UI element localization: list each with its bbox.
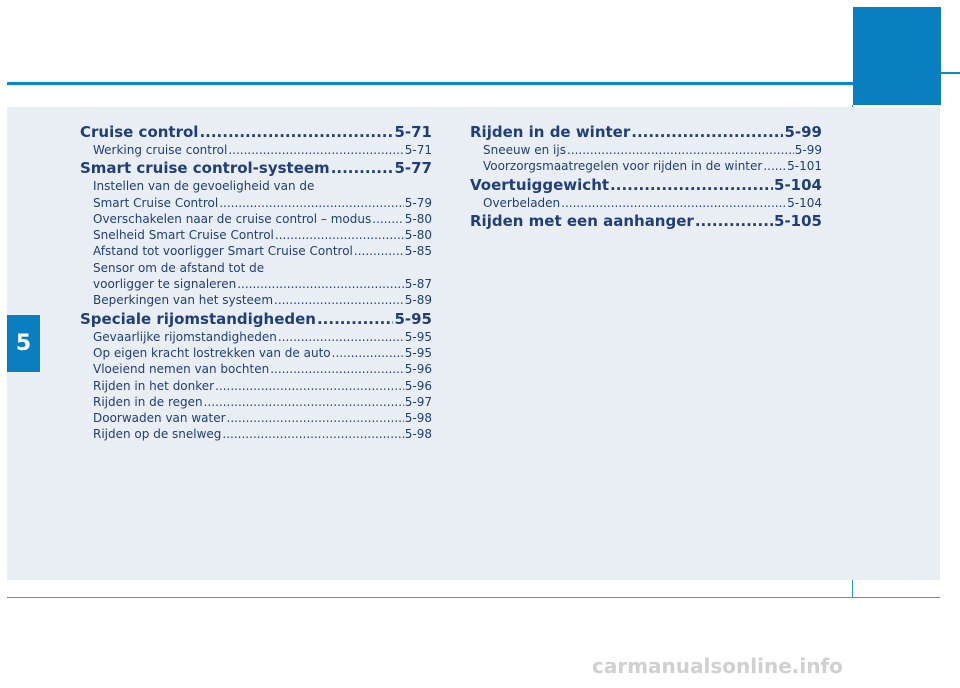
toc-page-number: 5-104: [787, 195, 822, 210]
toc-entry-title: Sneeuw en ijs: [483, 143, 566, 157]
dot-leader: [561, 195, 786, 211]
toc-page-number: 5-105: [774, 211, 822, 230]
dot-leader: [270, 361, 404, 377]
toc-entry-title: Overbeladen: [483, 195, 561, 210]
toc-section-heading[interactable]: [80, 123, 432, 142]
toc-page-number: 5-80: [404, 228, 432, 243]
top-rule: [7, 82, 853, 85]
dot-leader: [372, 211, 404, 227]
toc-entry-title: Instellen van de gevoeligheid van de: [93, 179, 315, 194]
bottom-rule: [7, 597, 940, 598]
dot-leader: [274, 292, 404, 308]
toc-entry-title: Smart cruise control-systeem: [80, 159, 330, 178]
top-rule-right: [940, 72, 960, 74]
corner-tab: [853, 7, 941, 105]
toc-page-number: 5-95: [394, 309, 432, 328]
dot-leader: [222, 426, 403, 442]
toc-page-number: 5-71: [404, 143, 432, 157]
dot-leader: [317, 310, 393, 329]
chapter-number: 5: [15, 331, 32, 356]
toc-entry[interactable]: [80, 378, 432, 394]
toc-section-heading[interactable]: [80, 159, 432, 178]
toc-entry-title: Snelheid Smart Cruise Control: [93, 228, 274, 243]
toc-section-heading[interactable]: [470, 176, 822, 195]
dot-leader: [354, 243, 404, 259]
toc-entry[interactable]: [470, 158, 822, 174]
toc-entry-title: Vloeiend nemen van bochten: [93, 362, 270, 377]
toc-entry-title: Afstand tot voorligger Smart Cruise Control: [93, 244, 353, 259]
toc-entry-title: Smart Cruise Control: [93, 195, 219, 210]
toc-left-column: [80, 122, 432, 443]
dot-leader: [228, 142, 403, 158]
toc-page-number: 5-99: [794, 143, 822, 157]
toc-entry-title: Op eigen kracht lostrekken van de auto: [93, 345, 331, 360]
dot-leader: [631, 123, 783, 142]
toc-entry-title: Doorwaden van water: [93, 411, 226, 426]
toc-entry[interactable]: [80, 410, 432, 426]
toc-entry[interactable]: [80, 227, 432, 243]
toc-entry-title: Rijden op de snelweg: [93, 427, 222, 442]
toc-page-number: 5-87: [404, 277, 432, 292]
toc-page-number: 5-96: [404, 378, 432, 393]
toc-entry[interactable]: [80, 426, 432, 442]
toc-entry-title: Werking cruise control: [93, 143, 228, 157]
chapter-tab: [7, 315, 40, 372]
toc-right-column: [470, 122, 822, 231]
toc-entry[interactable]: [80, 292, 432, 308]
toc-page-number: 5-95: [404, 329, 432, 344]
toc-entry[interactable]: [80, 329, 432, 345]
dot-leader: [610, 176, 773, 195]
toc-entry-title: Rijden met een aanhanger: [470, 211, 694, 230]
toc-entry-title: Rijden in de regen: [93, 394, 203, 409]
dot-leader: [227, 410, 404, 426]
toc-entry[interactable]: [80, 243, 432, 259]
toc-page-number: 5-98: [404, 411, 432, 426]
toc-section-heading[interactable]: [470, 123, 822, 142]
toc-page-number: 5-85: [404, 244, 432, 259]
dot-leader: [199, 123, 393, 142]
toc-entry-title: Voertuiggewicht: [470, 175, 610, 194]
toc-page-number: 5-77: [394, 159, 432, 178]
toc-entry[interactable]: [470, 142, 822, 158]
toc-entry-title: Gevaarlijke rijomstandigheden: [93, 329, 277, 344]
toc-entry-title: Overschakelen naar de cruise control – modus: [93, 211, 372, 226]
toc-page-number: 5-98: [404, 427, 432, 442]
dot-leader: [219, 195, 404, 211]
dot-leader: [567, 142, 794, 158]
toc-entry[interactable]: [470, 195, 822, 211]
toc-page-number: 5-71: [394, 123, 432, 141]
toc-page-number: 5-97: [404, 394, 432, 409]
toc-entry-title: Voorzorgsmaatregelen voor rijden in de winter: [483, 159, 763, 174]
toc-entry: [80, 178, 432, 194]
toc-entry[interactable]: [80, 361, 432, 377]
toc-entry[interactable]: [80, 142, 432, 158]
watermark: carmanualsonline.info: [592, 654, 843, 678]
dot-leader: [331, 159, 394, 178]
toc-entry-title: Rijden in de winter: [470, 123, 631, 141]
toc-section-heading[interactable]: [80, 310, 432, 329]
toc-entry[interactable]: [80, 211, 432, 227]
dot-leader: [215, 378, 404, 394]
toc-page-number: 5-104: [774, 175, 822, 194]
toc-entry-title: voorligger te signaleren: [93, 277, 237, 292]
toc-page-number: 5-79: [404, 195, 432, 210]
toc-entry-title: Cruise control: [80, 123, 199, 141]
toc-entry-title: Rijden in het donker: [93, 378, 215, 393]
toc-entry-title: Beperkingen van het systeem: [93, 293, 274, 308]
toc-entry-title: Speciale rijomstandigheden: [80, 309, 316, 328]
toc-section-heading[interactable]: [470, 212, 822, 231]
toc-entry[interactable]: [80, 276, 432, 292]
dot-leader: [332, 345, 404, 361]
toc-entry[interactable]: [80, 345, 432, 361]
toc-page-number: 5-80: [404, 211, 432, 226]
toc-entry[interactable]: [80, 394, 432, 410]
dot-leader: [278, 329, 404, 345]
dot-leader: [695, 212, 773, 231]
toc-page-number: 5-96: [404, 362, 432, 377]
dot-leader: [237, 276, 404, 292]
toc-page-number: 5-99: [784, 123, 822, 141]
dot-leader: [763, 158, 786, 174]
toc-page-number: 5-95: [404, 345, 432, 360]
toc-page-number: 5-89: [404, 293, 432, 308]
toc-entry[interactable]: [80, 195, 432, 211]
dot-leader: [204, 394, 404, 410]
toc-page-number: 5-101: [787, 159, 822, 174]
toc-entry-title: Sensor om de afstand tot de: [93, 260, 265, 275]
dot-leader: [275, 227, 404, 243]
toc-entry: [80, 260, 432, 276]
